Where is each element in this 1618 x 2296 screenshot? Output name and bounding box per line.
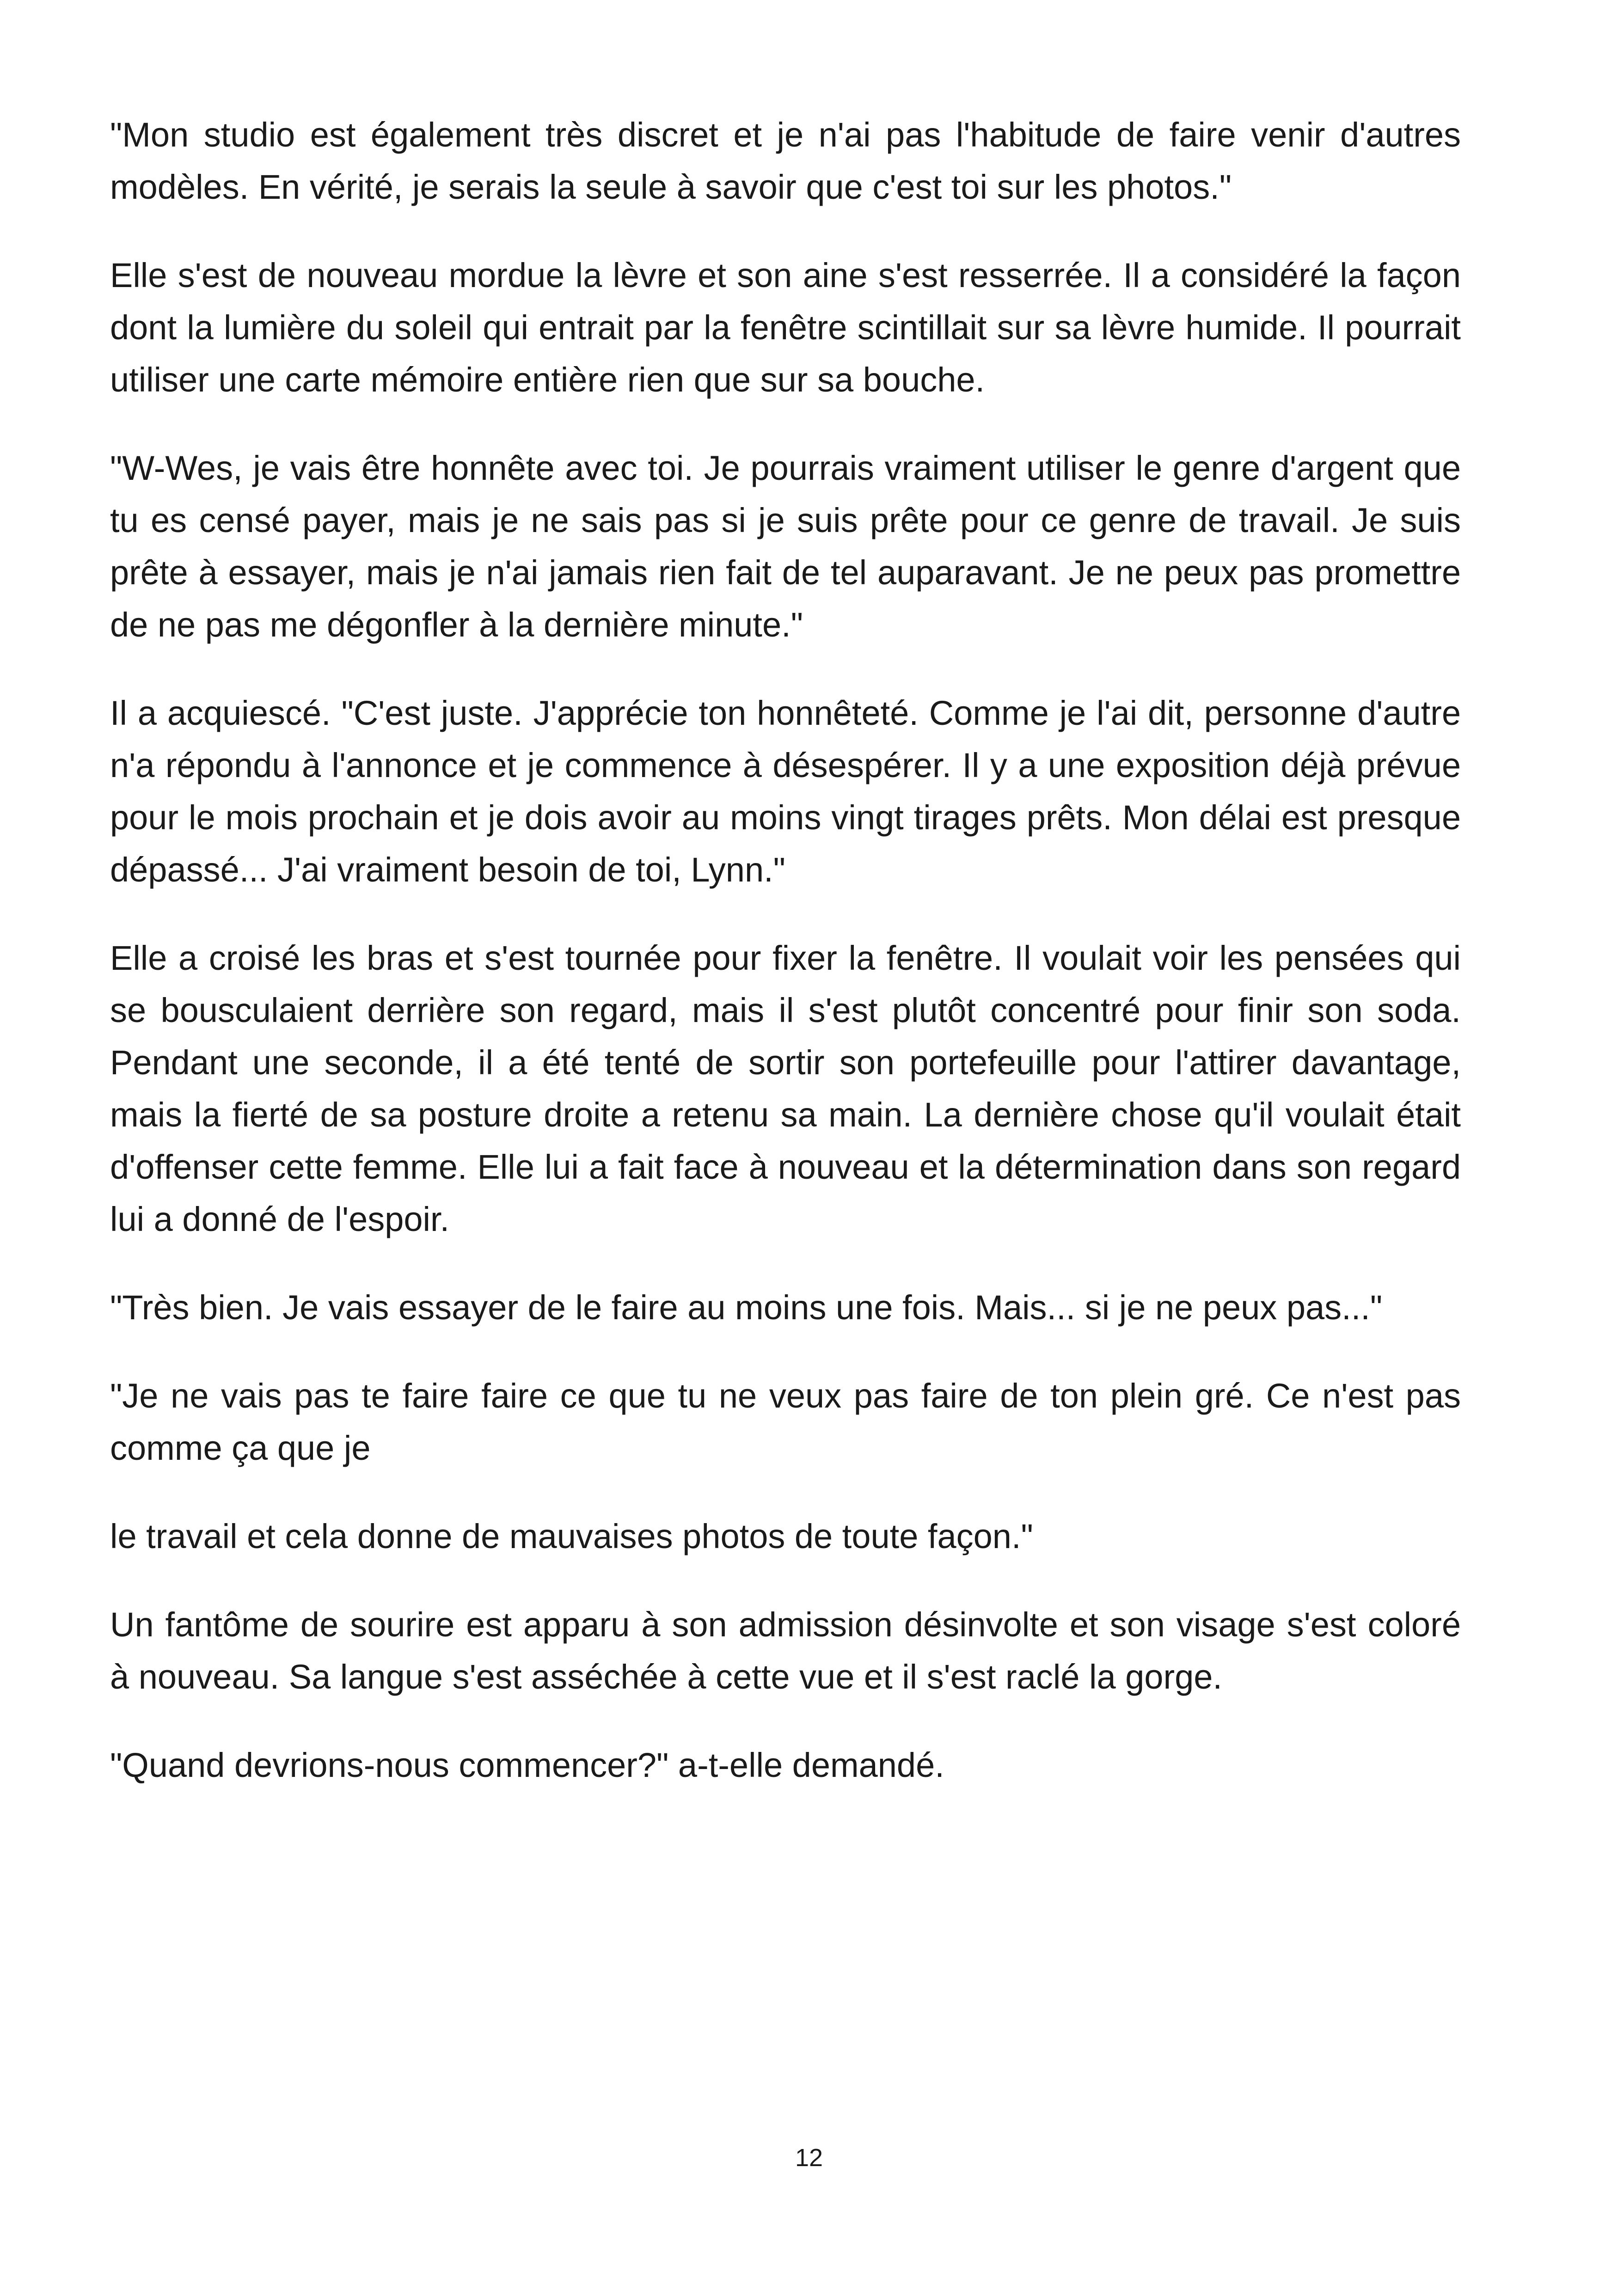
paragraph-6: "Très bien. Je vais essayer de le faire au moins une fois. Mais... si je ne peux pas..." (110, 1288, 1383, 1327)
paragraph-9: Un fantôme de sourire est apparu à son admission désinvolte et son visage s'est coloré à nouveau. Sa langue s'est asséchée à cette vue et il s'est raclé la gorge. (110, 1605, 1461, 1696)
body-text (110, 109, 1461, 1827)
paragraph-4: Il a acquiescé. "C'est juste. J'apprécie ton honnêteté. Comme je l'ai dit, personne d'autre n'a répondu à l'annonce et je commence à désespérer. Il y a une exposition déjà prévue pour le mois prochain et je dois avoir au moins vingt tirages prêts. Mon délai est presque dépassé... J'ai vraiment besoin de toi, Lynn." (110, 694, 1461, 889)
page-number: 12 (795, 2144, 823, 2172)
paragraph-8: le travail et cela donne de mauvaises photos de toute façon." (110, 1517, 1033, 1555)
paragraph-7: "Je ne vais pas te faire faire ce que tu ne veux pas faire de ton plein gré. Ce n'est pas comme ça que je (110, 1377, 1461, 1467)
paragraph-5: Elle a croisé les bras et s'est tournée pour fixer la fenêtre. Il voulait voir les pensées qui se bousculaient derrière son regard, mais il s'est plutôt concentré pour finir son soda. Pendant une seconde, il a été tenté de sortir son portefeuille pour l'attirer davantage, mais la fierté de sa posture droite a retenu sa main. La dernière chose qu'il voulait était d'offenser cette femme. Elle lui a fait face à nouveau et la détermination dans son regard lui a donné de l'espoir. (110, 939, 1461, 1238)
paragraph-2: Elle s'est de nouveau mordue la lèvre et son aine s'est resserrée. Il a considéré la façon dont la lumière du soleil qui entrait par la fenêtre scintillait sur sa lèvre humide. Il pourrait utiliser une carte mémoire entière rien que sur sa bouche. (110, 256, 1461, 399)
paragraph-1: "Mon studio est également très discret et je n'ai pas l'habitude de faire venir d'autres modèles. En vérité, je serais la seule à savoir que c'est toi sur les photos." (110, 116, 1461, 206)
paragraph-3: "W-Wes, je vais être honnête avec toi. Je pourrais vraiment utiliser le genre d'argent que tu es censé payer, mais je ne sais pas si je suis prête pour ce genre de travail. Je suis prête à essayer, mais je n'ai jamais rien fait de tel auparavant. Je ne peux pas promettre de ne pas me dégonfler à la dernière minute." (110, 449, 1461, 644)
paragraph-10: "Quand devrions-nous commencer?" a-t-elle demandé. (110, 1746, 944, 1784)
